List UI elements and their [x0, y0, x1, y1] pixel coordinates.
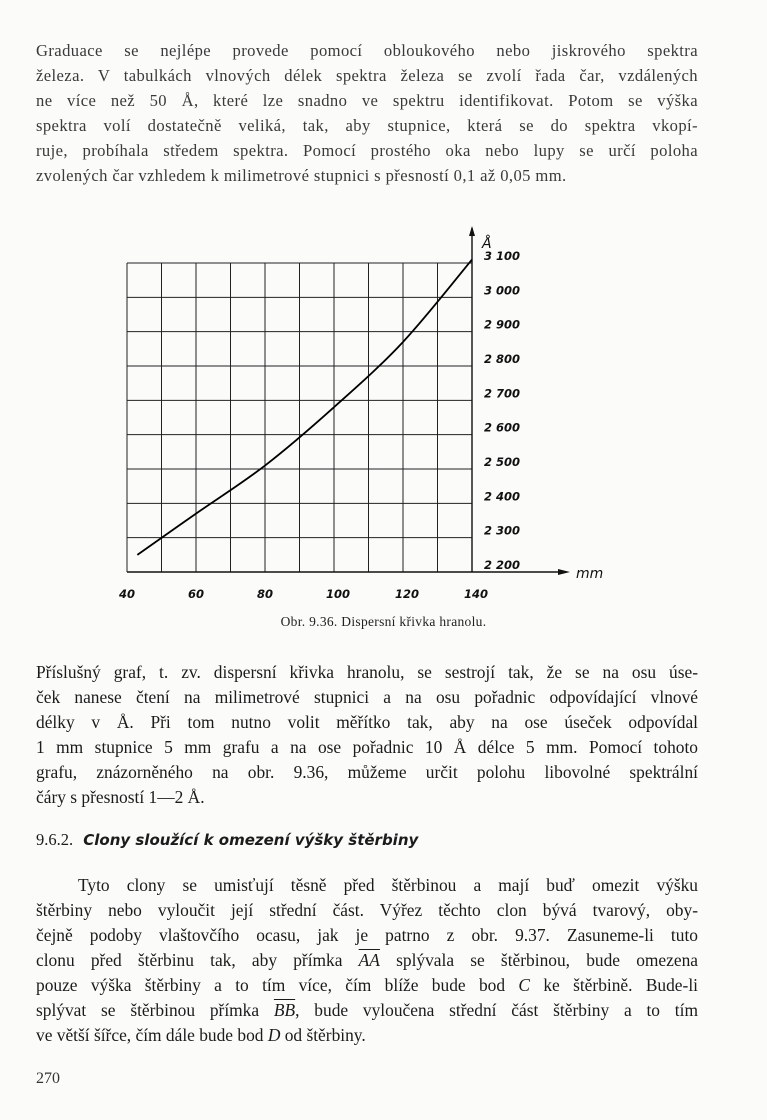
figure-caption: Obr. 9.36. Dispersní křivka hranolu.: [280, 614, 487, 629]
text-line: [36, 873, 698, 898]
text-span: čejně podoby vlaštovčího ocasu, jak je patrno z obr. 9.37. Zasuneme-li tuto: [36, 925, 698, 945]
text-line: zvolených čar vzhledem k milimetrové stupnici s přesností 0,1 až 0,05 mm.: [36, 166, 567, 185]
text-span: splývala se štěrbinou, bude omezena: [379, 950, 698, 970]
x-tick-label: 120: [395, 587, 420, 601]
dispersion-curve: [137, 260, 472, 555]
text-line: ne více než 50 Å, které lze snadno ve spektru identifikovat. Potom se výška: [36, 91, 698, 110]
x-tick-label: 100: [326, 587, 351, 601]
graph-description-paragraph: [36, 660, 698, 810]
text-span: , bude vyloučena střední část štěrbiny a to tím: [295, 1000, 698, 1020]
aperture-paragraph: [36, 873, 698, 1048]
x-axis-label: mm: [576, 566, 604, 582]
text-span: splývat se štěrbinou přímka: [36, 1000, 274, 1020]
y-tick-label: 2 700: [484, 386, 521, 401]
y-tick-label: 2 500: [484, 455, 521, 469]
x-tick-label: 60: [188, 587, 205, 601]
text-span: pouze výška štěrbiny a to tím více, čím blíže bude bod: [36, 975, 519, 995]
text-line: délky v Å. Při tom nutno volit měřítko tak, aby na ose úseček odpovídal: [36, 712, 698, 732]
text-line: Graduace se nejlépe provede pomocí obloukového nebo jiskrového spektra: [36, 41, 698, 60]
y-tick-label: 3 000: [484, 283, 521, 298]
text-line: [36, 1023, 698, 1048]
y-tick-label: 2 200: [484, 558, 521, 572]
text-line: [36, 998, 698, 1023]
text-span: Tyto clony se umisťují těsně před štěrbinou a mají buď omezit výšku: [78, 875, 698, 895]
text-line: železa. V tabulkách vlnových délek spektra železa se zvolí řada čar, vzdálených: [36, 66, 698, 85]
text-line: grafu, znázorněného na obr. 9.36, můžeme určit polohu libovolné spektrální: [36, 762, 698, 782]
section-heading: [36, 830, 418, 850]
y-tick-label: 2 600: [484, 420, 521, 435]
point-label-d: D: [267, 1025, 281, 1045]
text-line: ček nanese čtení na milimetrové stupnici a na osu pořadnic odpovídající vlnové: [36, 687, 698, 707]
text-span: clonu před štěrbinu tak, aby přímka: [36, 950, 359, 970]
x-axis-arrow: [558, 569, 570, 575]
y-tick-label: 2 900: [484, 317, 521, 332]
text-line: [36, 948, 698, 973]
section-number: 9.6.2.: [36, 830, 74, 849]
y-tick-label: 2 800: [484, 352, 521, 366]
text-line: ruje, probíhala středem spektra. Pomocí prostého oka nebo lupy se určí poloha: [36, 141, 698, 160]
x-tick-label: 40: [119, 587, 136, 601]
line-label-aa: $\overline{AA}$: [358, 950, 380, 970]
text-span: ke štěrbině. Bude-li: [529, 975, 698, 995]
page-number: 270: [36, 1070, 60, 1087]
text-line: čáry s přesností 1—2 Å.: [36, 787, 205, 807]
y-axis-label: Å: [482, 236, 492, 252]
text-line: [36, 923, 698, 948]
y-tick-label: 3 100: [484, 249, 521, 263]
text-line: [36, 898, 698, 923]
y-axis-arrow: [469, 226, 475, 236]
y-tick-label: 2 300: [484, 523, 521, 538]
text-line: spektra volí dostatečně veliká, tak, aby stupnice, která se do spektra vkopí-: [36, 116, 698, 135]
text-span: od štěrbiny.: [280, 1025, 366, 1045]
x-tick-label: 80: [257, 587, 274, 601]
text-span: štěrbiny nebo vyloučit její střední část. Výřez těchto clon bývá tvarový, oby-: [36, 900, 698, 920]
line-label-bb: $\overline{BB}$: [273, 1000, 296, 1020]
text-line: Příslušný graf, t. zv. dispersní křivka hranolu, se sestrojí tak, že se na osu úse-: [36, 662, 698, 682]
x-tick-label: 140: [464, 587, 489, 601]
y-tick-label: 2 400: [484, 489, 521, 504]
text-line: 1 mm stupnice 5 mm grafu a na ose pořadnic 10 Å délce 5 mm. Pomocí tohoto: [36, 737, 698, 757]
text-line: [36, 973, 698, 998]
section-title: Clony sloužící k omezení výšky štěrbiny: [83, 831, 419, 849]
point-label-c: C: [518, 975, 530, 995]
text-span: ve větší šířce, čím dále bude bod: [36, 1025, 268, 1045]
